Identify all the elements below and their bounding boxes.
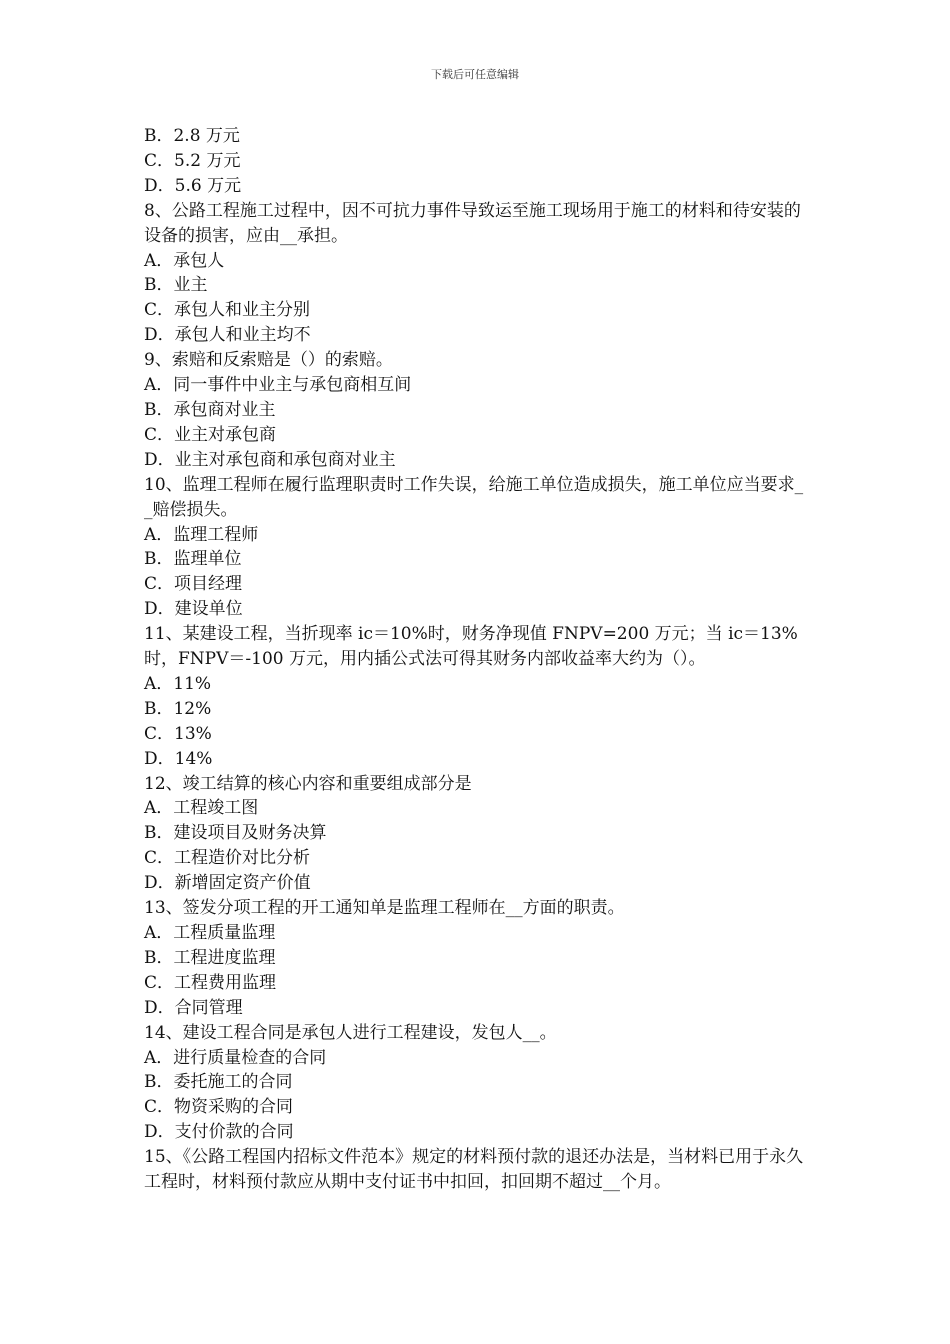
option-line: D．业主对承包商和承包商对业主 xyxy=(144,449,396,470)
option-line: A．监理工程师 xyxy=(144,524,259,545)
option-line: B．12% xyxy=(144,698,212,719)
question-9: 9、索赔和反索赔是（）的索赔。 xyxy=(144,350,393,371)
option-line: C．工程费用监理 xyxy=(144,972,277,993)
option-line: B．监理单位 xyxy=(144,549,242,570)
option-line: B．2.8 万元 xyxy=(144,126,240,146)
question-10: 10、监理工程师在履行监理职责时工作失误，给施工单位造成损失，施工单位应当要求__赔偿损失。 xyxy=(144,474,804,520)
option-line: D．承包人和业主均不 xyxy=(144,325,311,346)
option-line: C．业主对承包商 xyxy=(144,424,277,445)
question-11: 11、某建设工程，当折现率 ic＝10%时，财务净现值 FNPV=200 万元；当 ic＝13%时，FNPV＝-100 万元，用内插公式法可得其财务内部收益率大约为（）。 xyxy=(144,624,798,670)
question-8: 8、公路工程施工过程中，因不可抗力事件导致运至施工现场用于施工的材料和待安装的设备的损害，应由__承担。 xyxy=(144,200,801,246)
page-header: 下载后可任意编辑 xyxy=(431,68,519,81)
option-line: B．建设项目及财务决算 xyxy=(144,823,327,844)
option-line: B．业主 xyxy=(144,275,208,296)
option-line: D．建设单位 xyxy=(144,599,243,620)
option-line: A．承包人 xyxy=(144,250,225,271)
question-15: 15、《公路工程国内招标文件范本》规定的材料预付款的退还办法是，当材料已用于永久工程时，材料预付款应从期中支付证书中扣回，扣回期不超过__个月。 xyxy=(144,1147,804,1193)
option-line: C．项目经理 xyxy=(144,574,243,595)
document-body xyxy=(144,124,809,1195)
option-line: C．物资采购的合同 xyxy=(144,1097,294,1118)
option-line: C．5.2 万元 xyxy=(144,150,241,171)
option-line: C．13% xyxy=(144,723,212,744)
option-line: D．新增固定资产价值 xyxy=(144,873,311,894)
option-line: A．工程质量监理 xyxy=(144,923,276,943)
option-line: B．承包商对业主 xyxy=(144,399,276,420)
option-line: C．工程造价对比分析 xyxy=(144,848,311,869)
question-13: 13、签发分项工程的开工通知单是监理工程师在__方面的职责。 xyxy=(144,898,625,919)
option-line: D．5.6 万元 xyxy=(144,175,242,196)
option-line: A．进行质量检查的合同 xyxy=(144,1047,327,1068)
option-line: B．工程进度监理 xyxy=(144,947,276,968)
option-line: D．合同管理 xyxy=(144,997,243,1018)
option-line: C．承包人和业主分别 xyxy=(144,300,311,321)
option-line: A．工程竣工图 xyxy=(144,798,259,819)
option-line: B．委托施工的合同 xyxy=(144,1072,293,1093)
option-line: A．同一事件中业主与承包商相互间 xyxy=(144,375,412,396)
question-14: 14、建设工程合同是承包人进行工程建设，发包人__。 xyxy=(144,1022,557,1043)
option-line: D．14% xyxy=(144,748,213,769)
question-12: 12、竣工结算的核心内容和重要组成部分是 xyxy=(144,773,472,794)
option-line: D．支付价款的合同 xyxy=(144,1122,294,1143)
option-line: A．11% xyxy=(144,673,212,694)
